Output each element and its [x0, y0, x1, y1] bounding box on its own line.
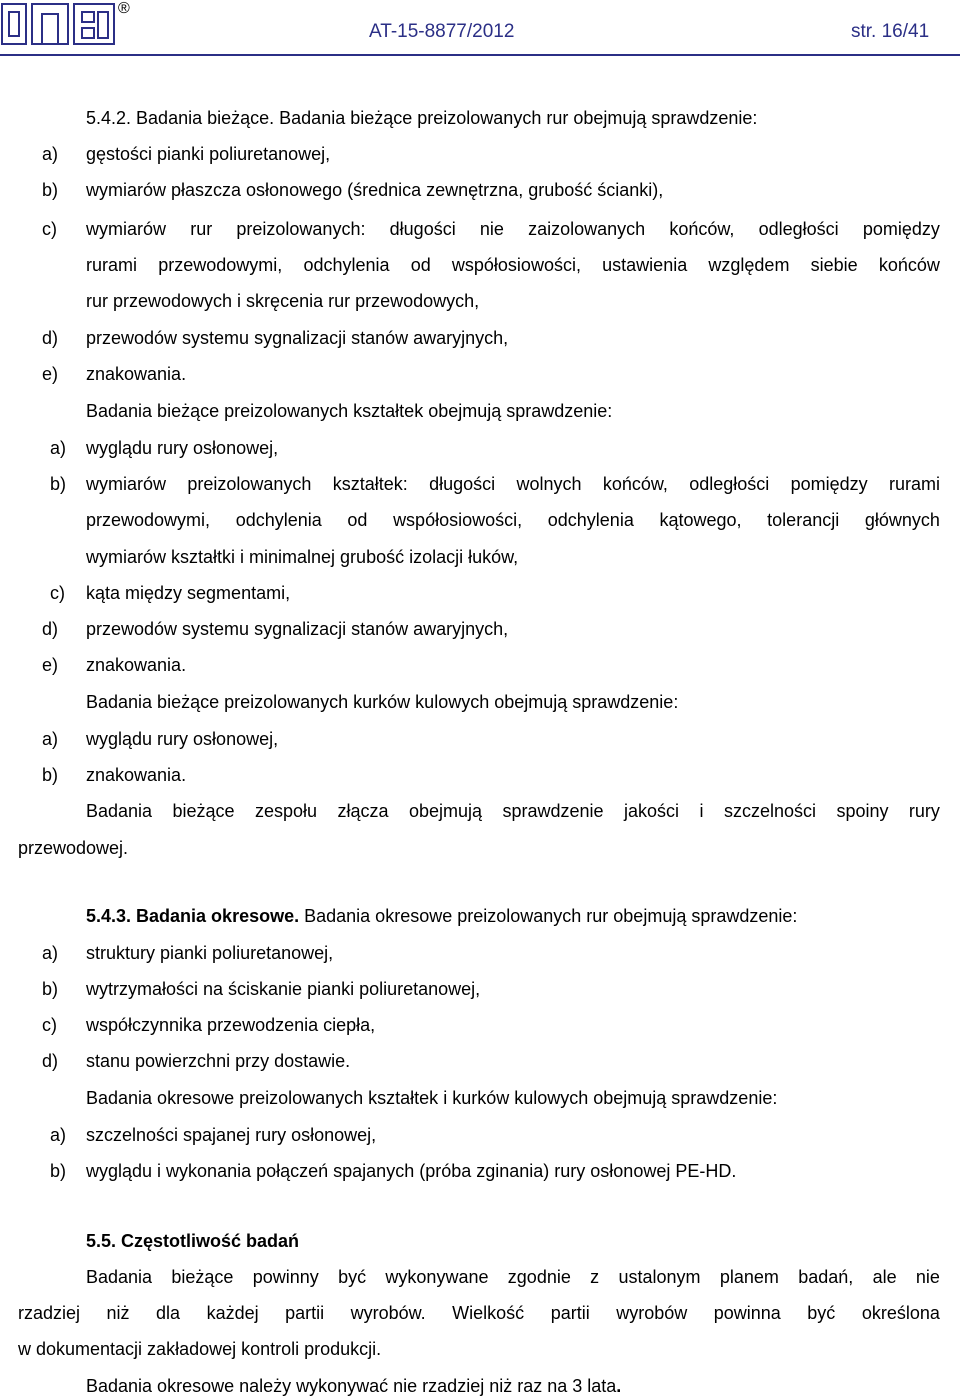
list-label: d) — [42, 619, 59, 639]
page-number: str. 16/41 — [851, 21, 930, 42]
paragraph-line: rzadziej niż dla każdej partii wyrobów. Wielkość partii wyrobów powinna być określona — [18, 1303, 940, 1323]
section-5-4-2-first-line — [86, 107, 757, 129]
list-item: stanu powierzchni przy dostawie. — [86, 1051, 351, 1071]
section-5-4-3-first-line — [86, 905, 797, 927]
list-label: a) — [42, 144, 59, 164]
list-item: wyglądu rury osłonowej, — [86, 729, 279, 749]
list-label: b) — [50, 1161, 67, 1181]
list-item-line: przewodowymi, odchylenia od współosiowości, odchylenia kątowego, tolerancji głównych — [86, 510, 940, 530]
paragraph-text: Badania bieżące preizolowanych rur obejmują sprawdzenie: — [279, 108, 758, 128]
list-label: a) — [50, 438, 67, 458]
document-id: AT-15-8877/2012 — [369, 21, 515, 42]
section-heading: 5.4.2. Badania bieżące. — [86, 108, 275, 128]
page-header — [0, 0, 960, 56]
list-item: znakowania. — [86, 364, 187, 384]
list-label: d) — [42, 328, 59, 348]
list-item: przewodów systemu sygnalizacji stanów awaryjnych, — [86, 328, 509, 348]
paragraph-line: w dokumentacji zakładowej kontroli produkcji. — [18, 1339, 382, 1359]
final-period: . — [616, 1376, 622, 1396]
paragraph-line: przewodowej. — [18, 838, 129, 858]
list-label: c) — [50, 583, 65, 603]
list-item-line: wymiarów preizolowanych kształtek: długości wolnych końców, odległości pomiędzy rurami — [86, 474, 940, 494]
list-label: b) — [42, 765, 59, 785]
list-label: a) — [42, 729, 59, 749]
list-item-line: wymiarów rur preizolowanych: długości nie zaizolowanych końców, odległości pomiędzy — [86, 219, 940, 239]
list-item: szczelności spajanej rury osłonowej, — [86, 1125, 377, 1145]
list-item: wymiarów płaszcza osłonowego (średnica zewnętrzna, grubość ścianki), — [86, 180, 664, 200]
list-item: wyglądu i wykonania połączeń spajanych (próba zginania) rury osłonowej PE-HD. — [86, 1161, 737, 1181]
registered-mark: ® — [118, 0, 130, 17]
header-divider — [0, 54, 960, 56]
list-item-line: rurami przewodowymi, odchylenia od współosiowości, ustawienia względem siebie końców — [86, 255, 940, 275]
list-item: znakowania. — [86, 655, 187, 675]
paragraph-line: Badania bieżące zespołu złącza obejmują sprawdzenie jakości i szczelności spoiny rury — [86, 801, 940, 821]
list-item-line: rur przewodowych i skręcenia rur przewodowych, — [86, 291, 480, 311]
list-item-line: wymiarów kształtki i minimalnej grubość izolacji łuków, — [86, 547, 519, 567]
section-heading: 5.4.3. Badania okresowe. — [86, 906, 300, 926]
paragraph-text: Badania okresowe należy wykonywać nie rzadziej niż raz na 3 lata — [86, 1376, 617, 1396]
list-label: e) — [42, 364, 59, 384]
list-item: wytrzymałości na ściskanie pianki poliuretanowej, — [86, 979, 481, 999]
list-item: struktury pianki poliuretanowej, — [86, 943, 334, 963]
list-label: b) — [50, 474, 67, 494]
list-label: c) — [42, 1015, 57, 1035]
list-item: przewodów systemu sygnalizacji stanów awaryjnych, — [86, 619, 509, 639]
list-label: d) — [42, 1051, 59, 1071]
list-label: c) — [42, 219, 57, 239]
paragraph-line: Badania bieżące powinny być wykonywane zgodnie z ustalonym planem badań, ale nie — [86, 1267, 940, 1287]
list-label: b) — [42, 979, 59, 999]
paragraph-text: Badania bieżące preizolowanych kształtek obejmują sprawdzenie: — [86, 401, 613, 421]
list-item: gęstości pianki poliuretanowej, — [86, 144, 331, 164]
paragraph-text: Badania okresowe preizolowanych kształtek i kurków kulowych obejmują sprawdzenie: — [86, 1088, 778, 1108]
paragraph-text: Badania bieżące preizolowanych kurków kulowych obejmują sprawdzenie: — [86, 692, 679, 712]
last-paragraph — [86, 1375, 621, 1397]
list-item: znakowania. — [86, 765, 187, 785]
section-heading: 5.5. Częstotliwość badań — [86, 1231, 300, 1251]
list-label: e) — [42, 655, 59, 675]
list-item: wyglądu rury osłonowej, — [86, 438, 279, 458]
list-label: a) — [50, 1125, 67, 1145]
list-label: b) — [42, 180, 59, 200]
list-label: a) — [42, 943, 59, 963]
list-item: kąta między segmentami, — [86, 583, 291, 603]
itb-logo-icon — [0, 0, 130, 50]
list-item: współczynnika przewodzenia ciepła, — [86, 1015, 376, 1035]
paragraph-text: Badania okresowe preizolowanych rur obejmują sprawdzenie: — [304, 906, 798, 926]
